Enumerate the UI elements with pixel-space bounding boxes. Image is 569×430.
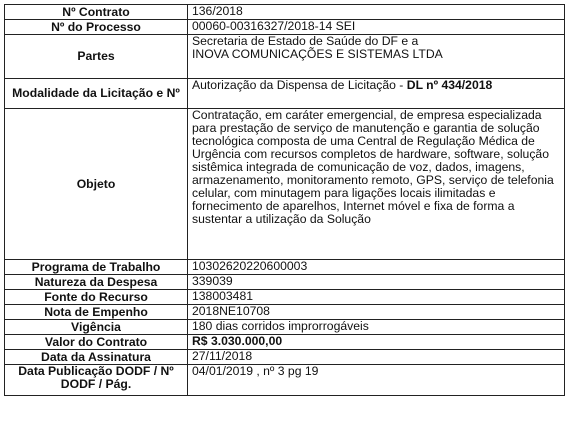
partes-label: Partes	[5, 35, 188, 79]
table-row	[5, 350, 565, 365]
table-row	[5, 335, 565, 350]
valor-value: R$ 3.030.000,00	[192, 334, 283, 348]
partes-line-1: Secretaria de Estado de Saúde do DF e a	[192, 34, 419, 48]
vigencia-value: 180 dias corridos improrrogáveis	[188, 320, 565, 335]
programa-value: 10302620220600003	[188, 260, 565, 275]
empenho-label: Nota de Empenho	[5, 305, 188, 320]
modalidade-label: Modalidade da Licitação e Nº	[5, 79, 188, 109]
table-row	[5, 320, 565, 335]
modalidade-value-bold: DL nº 434/2018	[406, 78, 493, 92]
empenho-value: 2018NE10708	[188, 305, 565, 320]
table-row	[5, 305, 565, 320]
contrato-label: Nº Contrato	[5, 5, 188, 20]
natureza-label: Natureza da Despesa	[5, 275, 188, 290]
table-row	[5, 20, 565, 35]
publicacao-label: Data Publicação DODF / Nº DODF / Pág.	[5, 365, 188, 396]
partes-line-2: INOVA COMUNICAÇÕES E SISTEMAS LTDA	[192, 47, 443, 61]
modalidade-value-text: Autorização da Dispensa de Licitação -	[192, 78, 407, 92]
contract-table	[4, 4, 565, 396]
contract-summary-document	[4, 4, 565, 396]
objeto-value: Contratação, em caráter emergencial, de empresa especializada para prestação de serviço de manutenção e garantia de solução tecnológica composta de uma Central de Regulação Médica de Urgência com recursos completos de hardware, software, solução sistêmica integrada de comunicação de voz, dados, imagens, armazenamento, monitoramento remoto, GPS, serviço de telefonia celular, com minutagem para ligações locais ilimitadas e fornecimento de aparelhos, Internet móvel e fixa de forma a sustentar a utilização da Solução	[188, 109, 565, 260]
processo-label: Nº do Processo	[5, 20, 188, 35]
processo-value: 00060-00316327/2018-14 SEI	[188, 20, 565, 35]
natureza-value: 339039	[188, 275, 565, 290]
table-row	[5, 260, 565, 275]
table-row	[5, 35, 565, 79]
programa-label: Programa de Trabalho	[5, 260, 188, 275]
assinatura-value: 27/11/2018	[188, 350, 565, 365]
valor-label: Valor do Contrato	[5, 335, 188, 350]
table-row	[5, 290, 565, 305]
table-row	[5, 365, 565, 396]
table-row	[5, 79, 565, 109]
publicacao-value: 04/01/2019 , nº 3 pg 19	[188, 365, 565, 396]
vigencia-label: Vigência	[5, 320, 188, 335]
contrato-value: 136/2018	[188, 5, 565, 20]
fonte-value: 138003481	[188, 290, 565, 305]
partes-value	[188, 35, 565, 79]
table-row	[5, 275, 565, 290]
objeto-label: Objeto	[5, 109, 188, 260]
table-row	[5, 5, 565, 20]
assinatura-label: Data da Assinatura	[5, 350, 188, 365]
table-row	[5, 109, 565, 260]
valor-cell	[188, 335, 565, 350]
modalidade-value	[188, 79, 565, 109]
fonte-label: Fonte do Recurso	[5, 290, 188, 305]
